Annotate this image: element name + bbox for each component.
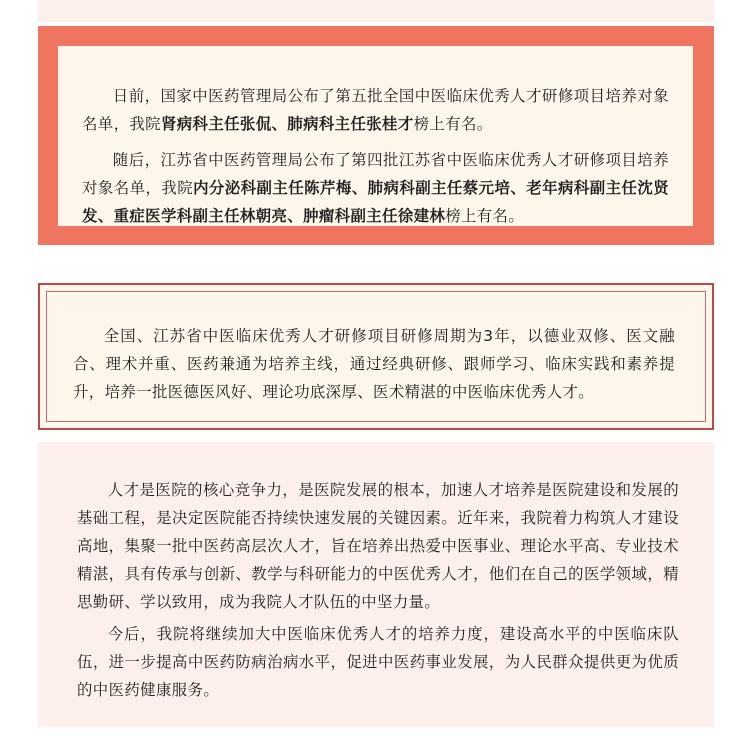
closing-paragraph-future: 今后，我院将继续加大中医临床优秀人才的培养力度，建设高水平的中医临床队伍，进一步提高中医药防病治病水平，促进中医药事业发展，为人民群众提供更为优质的中医药健康服务。 <box>77 625 679 699</box>
announcement-paragraph-provincial <box>82 146 669 230</box>
closing-section <box>38 442 714 727</box>
top-decorative-strip <box>38 0 714 22</box>
announcement-paragraph-national <box>82 82 669 138</box>
program-description: 全国、江苏省中医临床优秀人才研修项目研修周期为3年，以德业双修、医文融合、理术并重、医药兼通为培养主线，通过经典研修、跟师学习、临床实践和素养提升，培养一批医德医风好、理论功底深厚、医术精湛的中医临床优秀人才。 <box>73 327 675 401</box>
text-segment: 榜上有名。 <box>413 115 493 133</box>
text-segment: 榜上有名。 <box>445 207 525 225</box>
program-frame <box>38 283 714 430</box>
announcement-frame <box>38 26 714 245</box>
text-segment: 随后，江苏省中医药管理局公布了第四批江苏省中医临床优秀人才研修项目培养对象名单，我院 <box>82 151 669 197</box>
text-segment: 日前，国家中医药管理局公布了第五批全国中医临床优秀人才研修项目培养对象名单，我院 <box>82 87 669 133</box>
program-content <box>46 291 706 422</box>
highlighted-names: 内分泌科副主任陈芹梅、肺病科副主任蔡元培、老年病科副主任沈贤发、重症医学科副主任林朝亮、肿瘤科副主任徐建林 <box>82 179 669 225</box>
announcement-content <box>58 46 693 226</box>
closing-paragraph-talent: 人才是医院的核心竞争力，是医院发展的根本，加速人才培养是医院建设和发展的基础工程，是决定医院能否持续快速发展的关键因素。近年来，我院着力构筑人才建设高地，集聚一批中医药高层次人才，旨在培养出热爱中医事业、理论水平高、专业技术精湛，具有传承与创新、教学与科研能力的中医优秀人才，他们在自己的医学领域，精思勤研、学以致用，成为我院人才队伍的中坚力量。 <box>77 481 679 611</box>
highlighted-names: 肾病科主任张侃、肺病科主任张桂才 <box>160 115 414 133</box>
